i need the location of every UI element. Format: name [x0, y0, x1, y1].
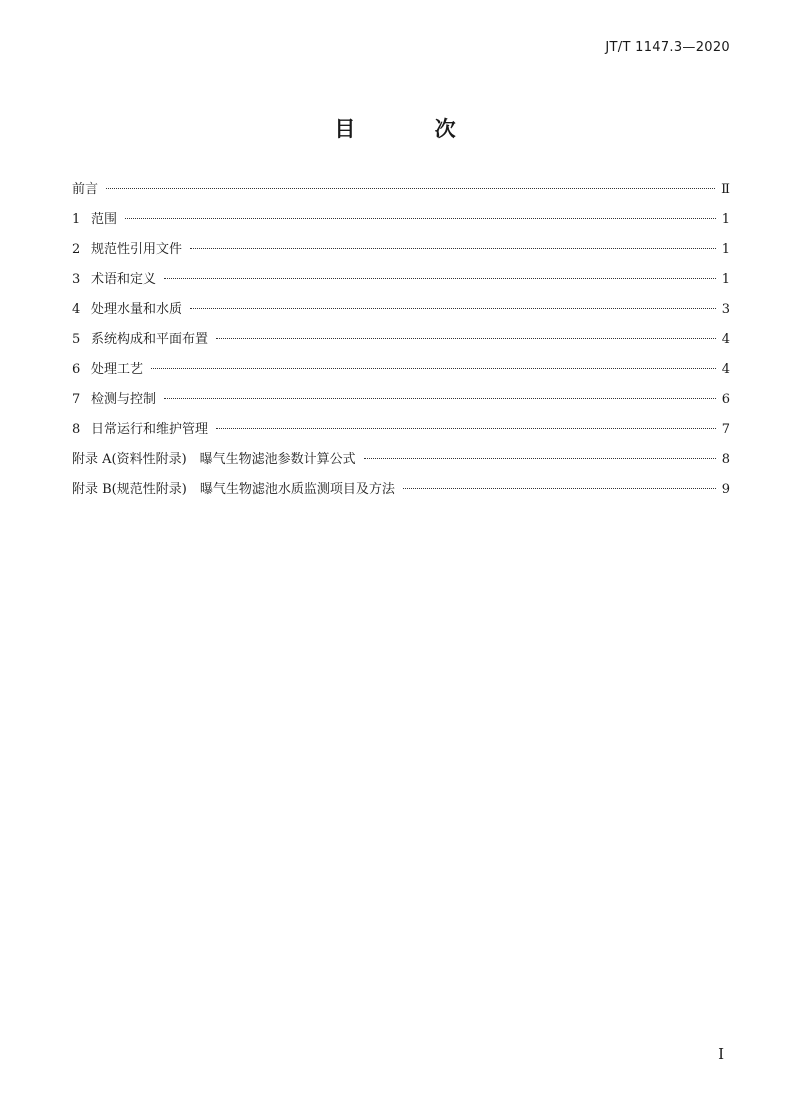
table-of-contents — [72, 178, 730, 508]
toc-title: 目 次 — [334, 117, 492, 141]
toc-leader-dots — [151, 368, 716, 369]
toc-entry-number: 1 — [72, 212, 81, 227]
toc-leader-dots — [190, 248, 716, 249]
toc-entry-page: 3 — [721, 302, 730, 317]
toc-entry-5[interactable] — [72, 328, 730, 358]
toc-leader-dots — [403, 488, 716, 489]
toc-entry-number: 3 — [72, 272, 81, 287]
page-number: I — [718, 1045, 724, 1063]
toc-entry-1[interactable] — [72, 208, 730, 238]
toc-entry-label: 前言 — [72, 182, 99, 197]
toc-leader-dots — [164, 398, 716, 399]
toc-entry-label: 处理水量和水质 — [91, 302, 183, 317]
toc-entry-label: 附录 A(资料性附录) 曝气生物滤池参数计算公式 — [72, 452, 356, 467]
toc-entry-number: 6 — [72, 362, 81, 377]
toc-entry-4[interactable] — [72, 298, 730, 328]
toc-entry-2[interactable] — [72, 238, 730, 268]
toc-entry-label: 术语和定义 — [91, 272, 157, 287]
toc-leader-dots — [125, 218, 716, 219]
toc-entry-page: 6 — [721, 392, 730, 407]
toc-leader-dots — [216, 428, 716, 429]
toc-entry-number: 2 — [72, 242, 81, 257]
toc-entry-label: 日常运行和维护管理 — [91, 422, 209, 437]
toc-entry-7[interactable] — [72, 388, 730, 418]
toc-entry-number: 7 — [72, 392, 81, 407]
toc-entry-appendix-b[interactable] — [72, 478, 730, 508]
toc-leader-dots — [106, 188, 715, 189]
toc-entry-label: 系统构成和平面布置 — [91, 332, 209, 347]
toc-entry-label: 处理工艺 — [91, 362, 144, 377]
toc-entry-page: 1 — [721, 242, 730, 257]
toc-entry-page: 1 — [721, 272, 730, 287]
toc-leader-dots — [164, 278, 716, 279]
toc-entry-label: 附录 B(规范性附录) 曝气生物滤池水质监测项目及方法 — [72, 482, 395, 497]
toc-leader-dots — [216, 338, 716, 339]
toc-entry-label: 范围 — [91, 212, 118, 227]
toc-leader-dots — [190, 308, 716, 309]
toc-entry-label: 规范性引用文件 — [91, 242, 183, 257]
standard-number: JT/T 1147.3—2020 — [605, 40, 730, 55]
toc-entry-foreword[interactable] — [72, 178, 730, 208]
toc-entry-page: 7 — [721, 422, 730, 437]
toc-entry-number: 5 — [72, 332, 81, 347]
toc-leader-dots — [364, 458, 716, 459]
toc-entry-page: 8 — [721, 452, 730, 467]
toc-entry-6[interactable] — [72, 358, 730, 388]
toc-entry-page: 9 — [721, 482, 730, 497]
toc-entry-page: Ⅱ — [721, 182, 730, 197]
toc-entry-number: 4 — [72, 302, 81, 317]
toc-entry-page: 1 — [721, 212, 730, 227]
toc-entry-appendix-a[interactable] — [72, 448, 730, 478]
toc-entry-label: 检测与控制 — [91, 392, 157, 407]
toc-entry-3[interactable] — [72, 268, 730, 298]
toc-entry-page: 4 — [721, 362, 730, 377]
toc-entry-number: 8 — [72, 422, 81, 437]
toc-entry-8[interactable] — [72, 418, 730, 448]
toc-entry-page: 4 — [721, 332, 730, 347]
